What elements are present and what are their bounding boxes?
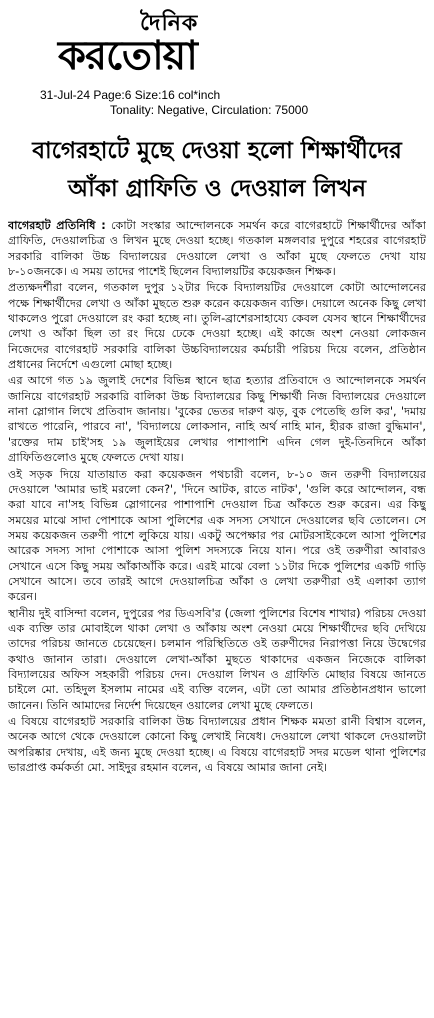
article-paragraph: এর আগে গত ১৯ জুলাই দেশের বিভিন্ন স্থানে ছাত্র হত্যার প্রতিবাদে ও আন্দোলনকে সমর্থন জানিয়ে বাগেরহাট সরকারি বালিকা উচ্চ বিদ্যালয়ের কিছু শিক্ষার্থী নিজ বিদ্যালয়ের দেওয়ালে নানা স্লোগান লিখে প্রতিবাদ জানায়। 'বুকের ভেতর দারুণ ঝড়, বুক পেতেছি গুলি কর', 'দমায় রাখতে পারেনি, পারবে না', 'বিদ্যালয়ে লোকসান, নাহি অর্থ নাহি মান, হীরক রাজা বুদ্ধিমান', 'রক্তের দাম চাই'সহ ১৯ জুলাইয়ের লেখার পাশাপাশি এদিন গেল দুই-তিনদিনে আঁকা গ্রাফিতিগুলোও মুছে ফেলতে দেখা যায়। — [8, 374, 426, 465]
headline-line1: বাগেরহাটে মুছে দেওয়া হলো শিক্ষার্থীদের — [32, 138, 402, 164]
clipping-meta-line1: 31-Jul-24 Page:6 Size:16 col*inch — [40, 88, 221, 102]
article-paragraph: স্থানীয় দুই বাসিন্দা বলেন, দুপুরের পর ডিএসবি'র (জেলা পুলিশের বিশেষ শাখার) পরিচয় দেওয়া এক ব্যক্তি তার মোবাইলে থাকা লেখা ও আঁকায় অংশ নেওয়া মেয়ে শিক্ষার্থীদের ছবি দেখিয়ে তাদের পরিচয় জানতে চেয়েছেন। চলমান পরিস্থিতিতে ওই তরুণীদের নিরাপত্তা নিয়ে উদ্বেগের কথাও জানান তারা। দেওয়ালে লেখা-আঁকা মুছতে থাকাদের একজন নিজেকে বালিকা বিদ্যালয়ের অফিস সহকারী পরিচয় দেন। দেওয়াল লিখন ও গ্রাফিতি মোছার বিষয়ে জানতে চাইলে মো. তহিদুল ইসলাম নামের এই ব্যক্তি বলেন, এটা তো আমার প্রতিষ্ঠানপ্রধান ভালো জানেন। তিনি আমাদের নির্দেশ দিয়েছেন ওয়ালের লেখা মুছে ফেলতে। — [8, 606, 426, 712]
article-body — [8, 218, 426, 1014]
article-paragraph: ওই সড়ক দিয়ে যাতায়াত করা কয়েকজন পথচারী বলেন, ৮-১০ জন তরুণী বিদ্যালয়ের দেওয়ালে 'আমার ভাই মরলো কেন?', 'দিনে আটক, রাতে নাটক', 'গুলি করে আন্দোলন, বন্ধ করা যাবে না'সহ বিভিন্ন স্লোগানের পাশাপাশি দেওয়াল চিত্র আঁকতে শুরু করেন। এর কিছু সময়ের মাঝে সাদা পোশাকে আসা পুলিশের এক সদস্য সেখানে দেওয়ালের ছবি তোলেন। সে সময় কয়েকজন তরুণী পাশে লুকিয়ে যায়। একটু অপেক্ষার পর মোটরসাইকেলে আসা পুলিশের আরেক সদস্য সাদা পোশাকে আসা পুলিশ সদস্যকে নিয়ে যান। পরে ওই তরুণীরা আবারও সেখানে এসে কিছু সময় আঁকাআঁকি করে। এরই মাঝে বেলা ১১টার দিকে পুলিশের একটি গাড়ি সেখানে আসে। তবে তারই আগে দেওয়ালচিত্র আঁকা ও লেখা তরুণীরা ওই এলাকা ত্যাগ করেন। — [8, 467, 426, 604]
article-paragraph: প্রত্যক্ষদর্শীরা বলেন, গতকাল দুপুর ১২টার দিকে বিদ্যালয়টির দেওয়ালে কোটা আন্দোলনের পক্ষে শিক্ষার্থীদের লেখা ও আঁকা মুছতে শুরু করেন কয়েকজন ব্যক্তি। দেয়ালে অনেক কিছু লেখা থাকলেও পুরো দেওয়ালে রং করা হচ্ছে না। তুলি-ব্রাশেরসাহায্যে কেবল যেসব স্থানে শিক্ষার্থীদের লেখা ও আঁকা ছিল তা রং দিয়ে ঢেকে দেওয়া হচ্ছে। এই কাজে অংশ নেওয়া লোকজন নিজেদের বাগেরহাট সরকারি বালিকা উচ্চবিদ্যালয়ের কর্মচারী পরিচয় দিয়ে বলেন, প্রতিষ্ঠান প্রধানের নির্দেশে এগুলো মোছা হচ্ছে। — [8, 281, 426, 372]
newspaper-logo-small: দৈনিক — [140, 11, 199, 36]
article-headline — [8, 132, 426, 208]
masthead — [0, 0, 434, 118]
clipping-meta-line2: Tonality: Negative, Circulation: 75000 — [110, 103, 309, 117]
article-paragraph — [8, 218, 426, 279]
article-paragraph: এ বিষয়ে বাগেরহাট সরকারি বালিকা উচ্চ বিদ্যালয়ের প্রধান শিক্ষক মমতা রানী বিশ্বাস বলেন, অনেক আগে থেকে দেওয়ালে কোনো কিছু লেখাই নিষেধ। দেওয়ালে লেখা থাকলে দেওয়ালটা অপরিষ্কার দেখায়, এই জন্য মুছে দেওয়া হচ্ছে। এ বিষয়ে বাগেরহাট সদর মডেল থানা পুলিশের ভারপ্রাপ্ত কর্মকর্তা মো. সাইদুর রহমান বলেন, এ বিষয়ে আমার জানা নেই। — [8, 715, 426, 775]
headline-line2: আঁকা গ্রাফিতি ও দেওয়াল লিখন — [68, 176, 366, 202]
newspaper-logo: করতোয়া — [58, 33, 197, 79]
byline: বাগেরহাট প্রতিনিধি : — [8, 219, 106, 232]
paragraph-text: কোটা সংস্কার আন্দোলনকে সমর্থন করে বাগেরহাটে শিক্ষার্থীদের আঁকা গ্রাফিতি, দেওয়ালচিত্র ও লিখন মুছে দেওয়া হচ্ছে। গতকাল মঙ্গলবার দুপুরে শহরের বাগেরহাট সরকারি বালিকা উচ্চ বিদ্যালয়ের দেওয়ালে লেখা ও আঁকা মুছে ফেলতে দেখা যায় ৮-১০জনকে। এ সময় তাদের পাশেই ছিলেন বিদ্যালয়টির কয়েকজন শিক্ষক। — [8, 219, 426, 279]
